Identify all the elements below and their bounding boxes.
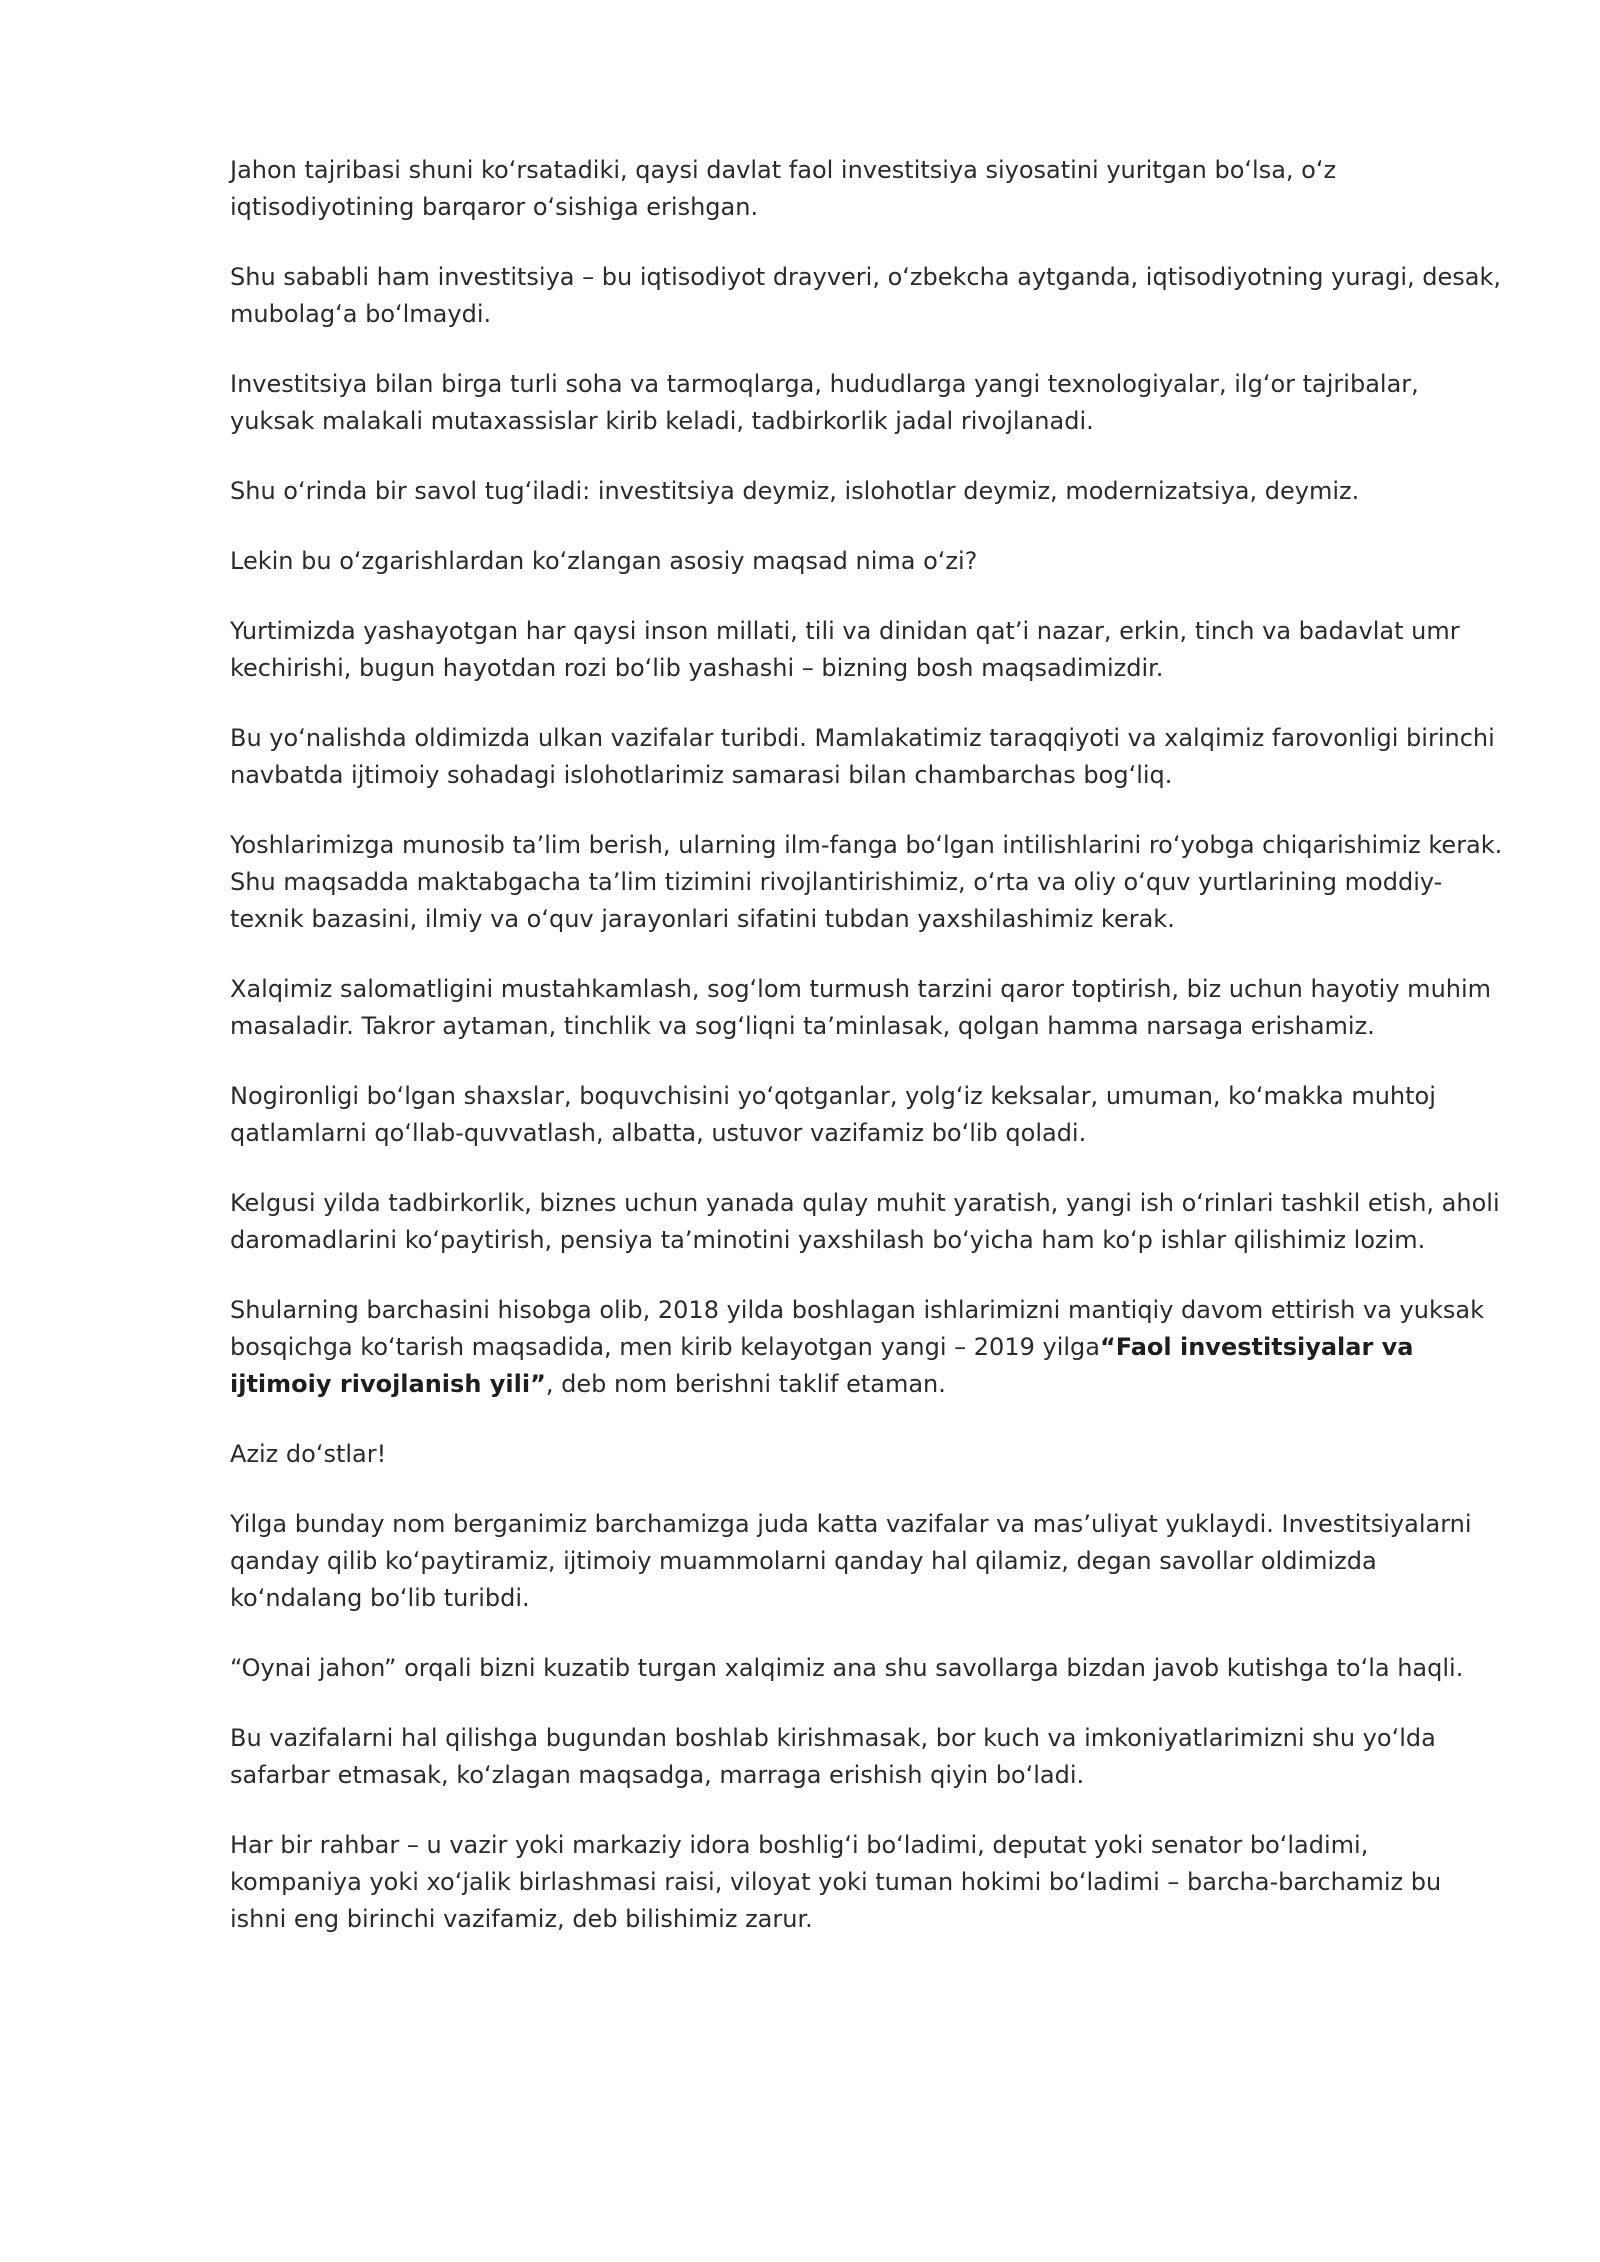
document-body	[230, 152, 1505, 1971]
paragraph: Bu vazifalarni hal qilishga bugundan boshlab kirishmasak, bor kuch va imkoniyatlarimizni shu yoʻlda safarbar etmasak, koʻzlagan maqsadga, marraga erishish qiyin boʻladi.	[230, 1724, 1436, 1789]
paragraph: Xalqimiz salomatligini mustahkamlash, sogʻlom turmush tarzini qaror toptirish, biz uchun hayotiy muhim masaladir. Takror aytaman, tinchlik va sogʻliqni taʼminlasak, qolgan hamma narsaga erishamiz.	[230, 975, 1492, 1040]
paragraph: Har bir rahbar – u vazir yoki markaziy idora boshligʻi boʻladimi, deputat yoki senator boʻladimi, kompaniya yoki xoʻjalik birlashmasi raisi, viloyat yoki tuman hokimi boʻladimi – barcha-barchamiz bu ishni eng birinchi vazifamiz, deb bilishimiz zarur.	[230, 1831, 1442, 1933]
paragraph: “Oynai jahon” orqali bizni kuzatib turgan xalqimiz ana shu savollarga bizdan javob kutishga toʻla haqli.	[230, 1654, 1464, 1682]
paragraph: Investitsiya bilan birga turli soha va tarmoqlarga, hududlarga yangi texnologiyalar, ilgʻor tajribalar, yuksak malakali mutaxassislar kirib keladi, tadbirkorlik jadal rivojlanadi.	[230, 370, 1419, 435]
year-name-bold: “Faol investitsiyalar va ijtimoiy rivojlanish yili”	[230, 1333, 1414, 1398]
paragraph: Shu oʻrinda bir savol tugʻiladi: investitsiya deymiz, islohotlar deymiz, modernizatsiya, deymiz.	[230, 477, 1360, 505]
paragraph: Yilga bunday nom berganimiz barchamizga juda katta vazifalar va masʼuliyat yuklaydi. Investitsiyalarni qanday qilib koʻpaytiramiz, ijtimoiy muammolarni qanday hal qilamiz, degan savollar oldimizda koʻndalang boʻlib turibdi.	[230, 1510, 1472, 1612]
year-paragraph-ending: , deb nom berishni taklif etaman.	[545, 1370, 946, 1398]
paragraph: Lekin bu oʻzgarishlardan koʻzlangan asosiy maqsad nima oʻzi?	[230, 547, 978, 575]
paragraph: Nogironligi boʻlgan shaxslar, boquvchisini yoʻqotganlar, yolgʻiz keksalar, umuman, koʻmakka muhtoj qatlamlarni qoʻllab-quvvatlash, albatta, ustuvor vazifamiz boʻlib qoladi.	[230, 1082, 1436, 1147]
paragraph: Shu sababli ham investitsiya – bu iqtisodiyot drayveri, oʻzbekcha aytganda, iqtisodiyotning yuragi, desak, mubolagʻa boʻlmaydi.	[230, 263, 1502, 328]
paragraph: Jahon tajribasi shuni koʻrsatadiki, qaysi davlat faol investitsiya siyosatini yuritgan boʻlsa, oʻz iqtisodiyotining barqaror oʻsishiga erishgan.	[230, 156, 1337, 221]
paragraph: Bu yoʻnalishda oldimizda ulkan vazifalar turibdi. Mamlakatimiz taraqqiyoti va xalqimiz farovonligi birinchi navbatda ijtimoiy sohadagi islohotlarimiz samarasi bilan chambarchas bogʻliq.	[230, 724, 1495, 789]
year-name-paragraph	[230, 1292, 1505, 1403]
paragraph: Kelgusi yilda tadbirkorlik, biznes uchun yanada qulay muhit yaratish, yangi ish oʻrinlari tashkil etish, aholi daromadlarini koʻpaytirish, pensiya taʼminotini yaxshilash boʻyicha ham koʻp ishlar qilishimiz lozim.	[230, 1189, 1500, 1254]
paragraph: Yoshlarimizga munosib taʼlim berish, ularning ilm-fanga boʻlgan intilishlarini roʻyobga chiqarishimiz kerak. Shu maqsadda maktabgacha taʼlim tizimini rivojlantirishimiz, oʻrta va oliy oʻquv yurtlarining moddiy-texnik bazasini, ilmiy va oʻquv jarayonlari sifatini tubdan yaxshilashimiz kerak.	[230, 831, 1503, 933]
greeting: Aziz doʻstlar!	[230, 1440, 387, 1468]
year-paragraph-text: Shularning barchasini hisobga olib, 2018 yilda boshlagan ishlarimizni mantiqiy davom ettirish va yuksak bosqichga koʻtarish maqsadida, men kirib kelayotgan yangi – 2019 yilga	[230, 1296, 1484, 1361]
paragraph: Yurtimizda yashayotgan har qaysi inson millati, tili va dinidan qatʼi nazar, erkin, tinch va badavlat umr kechirishi, bugun hayotdan rozi boʻlib yashashi – bizning bosh maqsadimizdir.	[230, 617, 1460, 682]
